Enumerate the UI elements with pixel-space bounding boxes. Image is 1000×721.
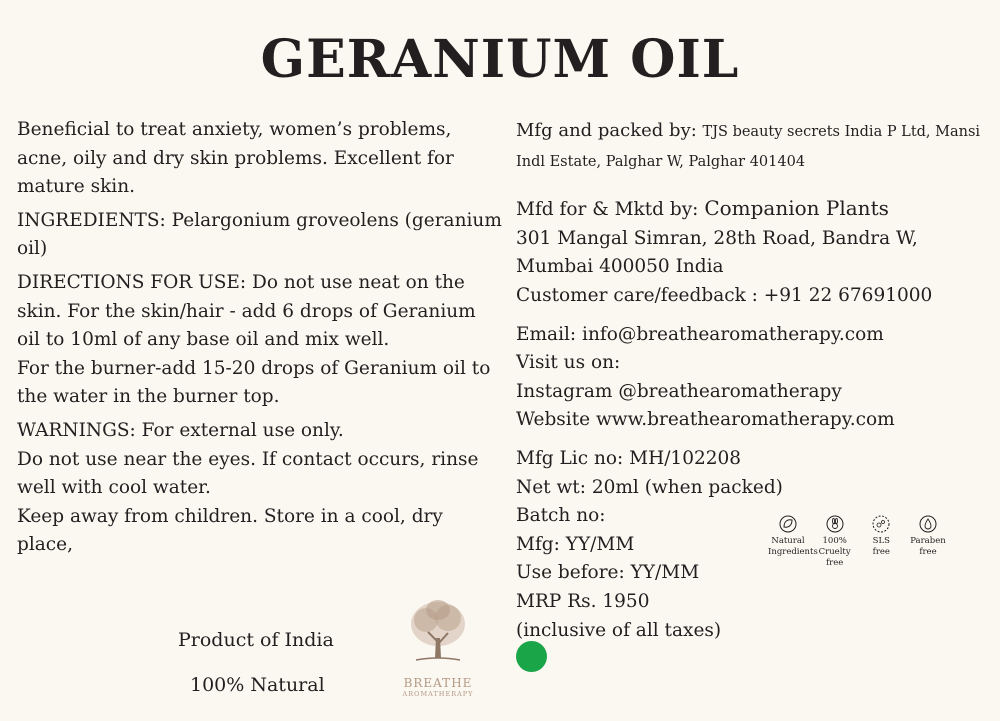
brand-subtitle: AROMATHERAPY [402,690,474,698]
company-name: Companion Plants [704,196,889,221]
bubbles-icon [872,515,890,533]
directions-text: DIRECTIONS FOR USE: Do not use neat on the skin. For the skin/hair - add 6 drops of Geranium oil to 10ml of any base oil and mix well. [17,271,476,351]
mktd-label: Mfd for & Mktd by: [516,199,699,221]
children-warning-text: Keep away from children. Store in a cool, dry place, [17,505,443,556]
license-text: Mfg Lic no: MH/102208 [516,447,742,469]
mfg-address: TJS beauty secrets India P Ltd, Mansi Indl Estate, Palghar W, Palghar 401404 [516,124,981,170]
mktd-line [516,194,991,225]
use-before-text: Use before: YY/MM [516,562,700,584]
product-title: GERANIUM OIL [260,29,740,90]
mfg-block [516,117,991,176]
drop-icon [919,515,937,533]
badge-line1: Natural [771,536,805,546]
badge-natural [768,515,818,565]
rabbit-icon [826,515,844,533]
eyes-warning-text: Do not use near the eyes. If contact occurs, rinse well with cool water. [17,448,479,499]
address-line-1: 301 Mangal Simran, 28th Road, Bandra W, [516,227,918,249]
badge-paraben-free [908,515,948,565]
product-of-india: Product of India [178,629,334,651]
right-column [516,117,991,645]
website-text: Website www.breathearomatherapy.com [516,409,895,431]
badge-row [768,515,948,568]
badge-line2: Ingredients [768,547,818,557]
badge-line2: free [826,558,844,568]
warnings-text: WARNINGS: For external use only. [17,419,344,441]
badge-line2: free [872,547,890,557]
mrp-text: MRP Rs. 1950 [516,590,650,612]
badge-line1: 100% Cruelty [818,536,851,557]
net-weight-text: Net wt: 20ml (when packed) [516,476,783,498]
badge-sls-free [861,515,901,565]
address-line-2: Mumbai 400050 India [516,256,724,278]
ingredients-text: INGREDIENTS: Pelargonium groveolens (geranium oil) [17,209,502,260]
instagram-text: Instagram @breathearomatherapy [516,380,842,402]
badge-cruelty-free [815,515,855,568]
taxes-text: (inclusive of all taxes) [516,619,722,641]
burner-text: For the burner-add 15-20 drops of Geranium oil to the water in the burner top. [17,357,491,408]
brand-name: BREATHE [403,676,473,690]
brand-logo [393,598,483,716]
badge-line2: free [919,547,937,557]
tree-icon [408,598,468,670]
mfg-label: Mfg and packed by: [516,120,697,141]
email-text: Email: info@breathearomatherapy.com [516,323,884,345]
veg-mark-icon [516,641,547,672]
left-column [17,116,502,565]
badge-line1: Paraben [910,536,946,546]
badge-line1: SLS [872,536,890,546]
batch-text: Batch no: [516,505,606,527]
benefits-text: Beneficial to treat anxiety, women’s problems, acne, oily and dry skin problems. Excellent for mature skin. [17,119,454,198]
natural-claim: 100% Natural [190,674,325,696]
mfg-date-text: Mfg: YY/MM [516,533,635,555]
customer-care: Customer care/feedback : +91 22 67691000 [516,284,933,306]
leaf-icon [779,515,797,533]
visit-text: Visit us on: [516,352,621,374]
